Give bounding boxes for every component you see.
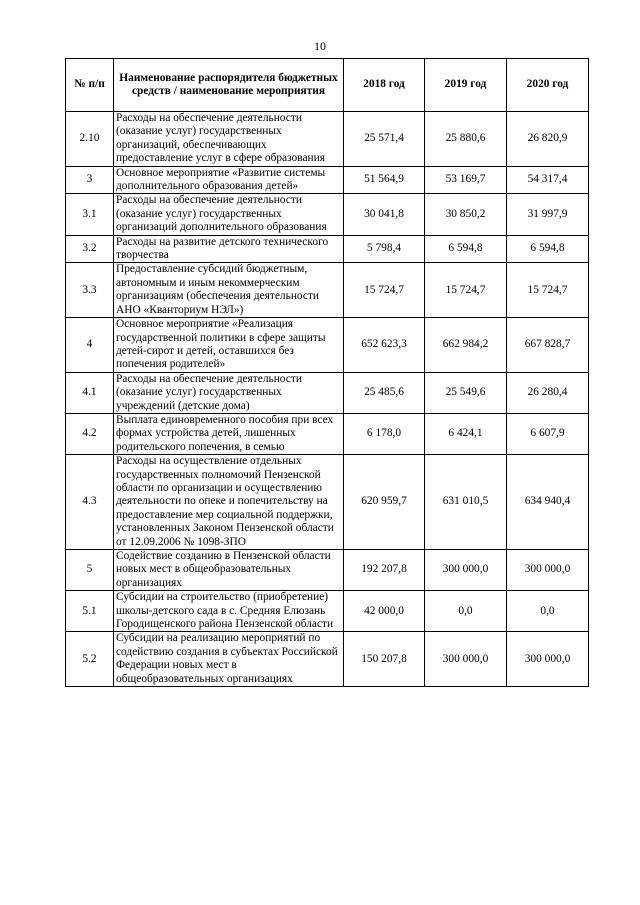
row-2020: 6 594,8 bbox=[507, 235, 589, 263]
row-2018: 192 207,8 bbox=[344, 550, 425, 591]
row-2020: 634 940,4 bbox=[507, 455, 589, 550]
row-name: Выплата единовременного пособия при всех формах устройства детей, лишенных родительского попечения, в семью bbox=[114, 413, 344, 454]
row-2020: 31 997,9 bbox=[507, 194, 589, 235]
row-2020: 6 607,9 bbox=[507, 413, 589, 454]
row-2019: 25 880,6 bbox=[425, 112, 507, 167]
row-2020: 300 000,0 bbox=[507, 550, 589, 591]
table-row bbox=[66, 591, 589, 632]
row-num: 5.2 bbox=[66, 632, 114, 687]
row-2019: 25 549,6 bbox=[425, 372, 507, 413]
row-2019: 300 000,0 bbox=[425, 632, 507, 687]
row-2019: 0,0 bbox=[425, 591, 507, 632]
row-num: 4 bbox=[66, 318, 114, 373]
table-row bbox=[66, 455, 589, 550]
table-row bbox=[66, 413, 589, 454]
row-num: 4.1 bbox=[66, 372, 114, 413]
row-2020: 26 820,9 bbox=[507, 112, 589, 167]
row-num: 3 bbox=[66, 166, 114, 194]
row-num: 5 bbox=[66, 550, 114, 591]
row-2018: 15 724,7 bbox=[344, 263, 425, 318]
row-name: Содействие созданию в Пензенской области новых мест в общеобразовательных организациях bbox=[114, 550, 344, 591]
row-2018: 620 959,7 bbox=[344, 455, 425, 550]
row-name: Расходы на обеспечение деятельности (оказание услуг) государственных организаций, обеспечивающих предоставление услуг в сфере образования bbox=[114, 112, 344, 167]
header-num: № п/п bbox=[66, 59, 114, 112]
row-2018: 30 041,8 bbox=[344, 194, 425, 235]
row-2018: 42 000,0 bbox=[344, 591, 425, 632]
row-num: 3.2 bbox=[66, 235, 114, 263]
table-row bbox=[66, 550, 589, 591]
row-name: Основное мероприятие «Реализация государственной политики в сфере защиты детей-сирот и детей, оставшихся без попечения родителей» bbox=[114, 318, 344, 373]
row-2020: 300 000,0 bbox=[507, 632, 589, 687]
row-name: Основное мероприятие «Развитие системы дополнительного образования детей» bbox=[114, 166, 344, 194]
row-2018: 25 571,4 bbox=[344, 112, 425, 167]
row-name: Расходы на развитие детского технического творчества bbox=[114, 235, 344, 263]
row-2018: 6 178,0 bbox=[344, 413, 425, 454]
row-2018: 25 485,6 bbox=[344, 372, 425, 413]
table-row bbox=[66, 235, 589, 263]
row-num: 5.1 bbox=[66, 591, 114, 632]
row-2020: 26 280,4 bbox=[507, 372, 589, 413]
row-2019: 631 010,5 bbox=[425, 455, 507, 550]
row-2019: 662 984,2 bbox=[425, 318, 507, 373]
row-2019: 6 424,1 bbox=[425, 413, 507, 454]
row-name: Предоставление субсидий бюджетным, автономным и иным некоммерческим организациям (обеспечения деятельности АНО «Кванториум НЭЛ») bbox=[114, 263, 344, 318]
row-2020: 54 317,4 bbox=[507, 166, 589, 194]
row-2019: 53 169,7 bbox=[425, 166, 507, 194]
row-name: Расходы на обеспечение деятельности (оказание услуг) государственных учреждений (детские дома) bbox=[114, 372, 344, 413]
table-row bbox=[66, 112, 589, 167]
row-name: Субсидии на реализацию мероприятий по содействию создания в субъектах Российской Федерации новых мест в общеобразовательных организациях bbox=[114, 632, 344, 687]
header-2018: 2018 год bbox=[344, 59, 425, 112]
table-row bbox=[66, 194, 589, 235]
table-row bbox=[66, 166, 589, 194]
row-2020: 0,0 bbox=[507, 591, 589, 632]
row-num: 3.1 bbox=[66, 194, 114, 235]
row-num: 4.2 bbox=[66, 413, 114, 454]
page-number: 10 bbox=[314, 39, 326, 53]
row-2019: 6 594,8 bbox=[425, 235, 507, 263]
row-2018: 652 623,3 bbox=[344, 318, 425, 373]
row-2019: 30 850,2 bbox=[425, 194, 507, 235]
row-2020: 667 828,7 bbox=[507, 318, 589, 373]
row-name: Субсидии на строительство (приобретение) школы-детского сада в с. Средняя Елюзань Городищенского района Пензенской области bbox=[114, 591, 344, 632]
header-name: Наименование распорядителя бюджетных средств / наименование мероприятия bbox=[114, 59, 344, 112]
row-2018: 5 798,4 bbox=[344, 235, 425, 263]
row-name: Расходы на осуществление отдельных государственных полномочий Пензенской области по организации и осуществлению деятельности по опеке и попечительству на предоставление мер социальной поддержки, установленных Законом Пензенской области от 12.09.2006 № 1098-ЗПО bbox=[114, 455, 344, 550]
row-num: 3.3 bbox=[66, 263, 114, 318]
row-2018: 150 207,8 bbox=[344, 632, 425, 687]
row-2019: 15 724,7 bbox=[425, 263, 507, 318]
table-row bbox=[66, 318, 589, 373]
table-row bbox=[66, 632, 589, 687]
table-header-row bbox=[66, 59, 589, 112]
row-2018: 51 564,9 bbox=[344, 166, 425, 194]
budget-table bbox=[65, 58, 589, 687]
row-2020: 15 724,7 bbox=[507, 263, 589, 318]
header-2020: 2020 год bbox=[507, 59, 589, 112]
row-2019: 300 000,0 bbox=[425, 550, 507, 591]
table-row bbox=[66, 263, 589, 318]
row-num: 4.3 bbox=[66, 455, 114, 550]
table-row bbox=[66, 372, 589, 413]
row-num: 2.10 bbox=[66, 112, 114, 167]
row-name: Расходы на обеспечение деятельности (оказание услуг) государственных организаций дополнительного образования bbox=[114, 194, 344, 235]
header-2019: 2019 год bbox=[425, 59, 507, 112]
